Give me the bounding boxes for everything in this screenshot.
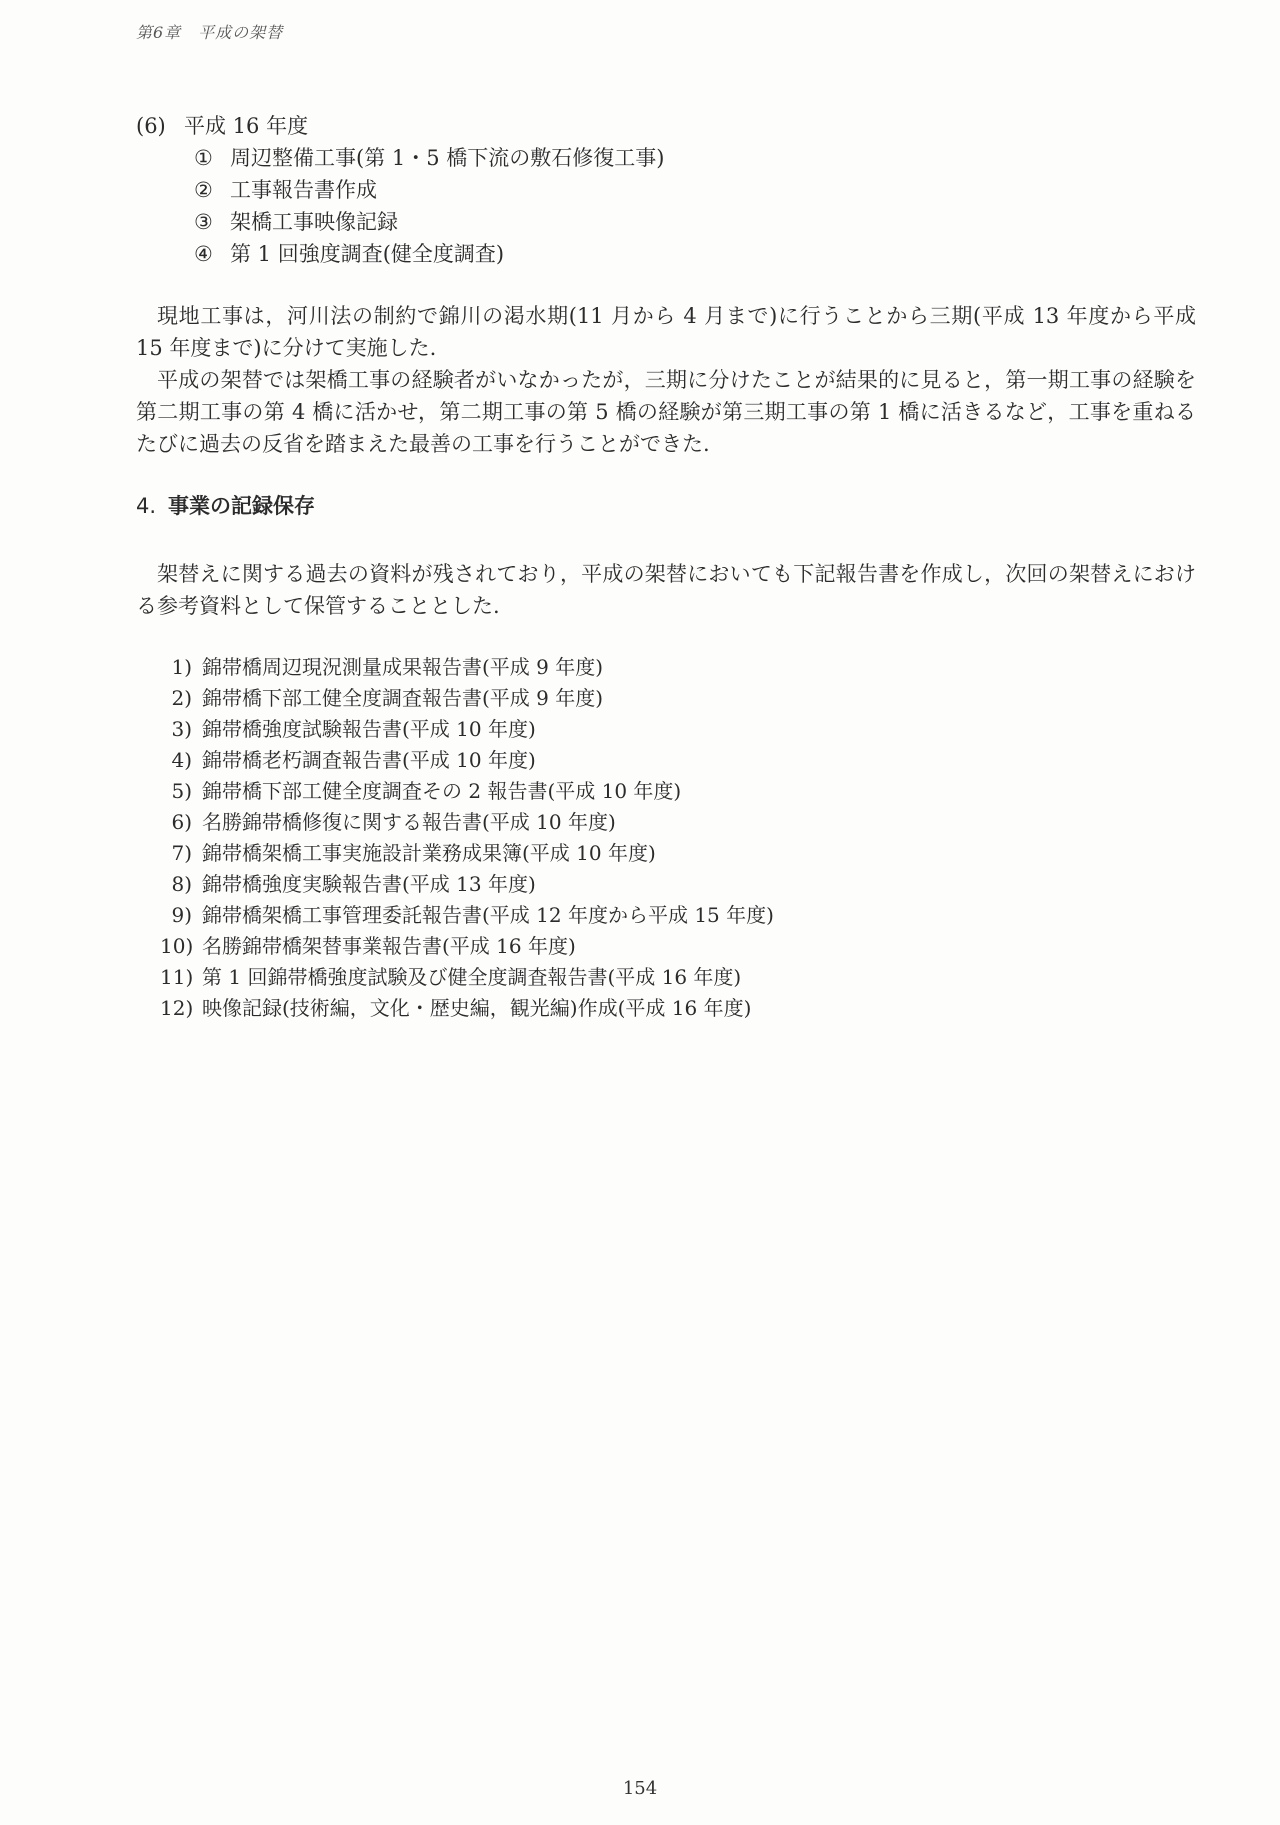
report-title: 錦帯橋下部工健全度調査報告書(平成 9 年度) — [202, 686, 604, 710]
report-index: 4) — [171, 748, 192, 772]
section-6-number: (6) — [136, 114, 166, 138]
running-header: 第6章 平成の架替 — [136, 23, 284, 42]
report-title: 錦帯橋架橋工事管理委託報告書(平成 12 年度から平成 15 年度) — [202, 903, 774, 927]
item-text: 第 1 回強度調査(健全度調査) — [230, 242, 505, 266]
report-index: 8) — [171, 872, 192, 896]
list-item — [160, 683, 774, 714]
list-item — [160, 776, 774, 807]
item-mark: ④ — [194, 242, 213, 266]
section-6-heading — [136, 110, 1196, 142]
report-index: 10) — [160, 934, 194, 958]
item-text: 架橋工事映像記録 — [230, 210, 398, 234]
item-mark: ② — [194, 178, 213, 202]
list-item — [160, 807, 774, 838]
report-title: 第 1 回錦帯橋強度試験及び健全度調査報告書(平成 16 年度) — [202, 965, 742, 989]
list-item — [160, 931, 774, 962]
report-index: 5) — [171, 779, 192, 803]
paragraph-construction-phases: 現地工事は，河川法の制約で錦川の渇水期(11 月から 4 月まで)に行うことから三期(平成 13 年度から平成 15 年度まで)に分けて実施した. — [136, 304, 1196, 360]
list-item — [136, 206, 1196, 238]
report-index: 7) — [171, 841, 192, 865]
report-index: 2) — [171, 686, 192, 710]
section-4-title: 事業の記録保存 — [168, 494, 315, 518]
list-item — [160, 714, 774, 745]
report-title: 名勝錦帯橋架替事業報告書(平成 16 年度) — [202, 934, 576, 958]
section-6 — [136, 110, 1196, 270]
item-mark: ③ — [194, 210, 213, 234]
list-item — [160, 838, 774, 869]
report-index: 12) — [160, 996, 194, 1020]
list-item — [160, 869, 774, 900]
report-index: 1) — [171, 655, 192, 679]
report-title: 錦帯橋強度試験報告書(平成 10 年度) — [202, 717, 536, 741]
report-index: 6) — [171, 810, 192, 834]
list-item — [136, 238, 1196, 270]
list-item — [160, 652, 774, 683]
list-item — [160, 745, 774, 776]
report-title: 名勝錦帯橋修復に関する報告書(平成 10 年度) — [202, 810, 616, 834]
list-item — [160, 900, 774, 931]
report-title: 錦帯橋下部工健全度調査その 2 報告書(平成 10 年度) — [202, 779, 682, 803]
report-index: 9) — [171, 903, 192, 927]
section-4-heading — [136, 490, 315, 522]
page-number: 154 — [622, 1778, 658, 1799]
report-title: 錦帯橋周辺現況測量成果報告書(平成 9 年度) — [202, 655, 604, 679]
item-mark: ① — [194, 146, 213, 170]
list-item — [160, 993, 774, 1024]
paragraph-experience: 平成の架替では架橋工事の経験者がいなかったが，三期に分けたことが結果的に見ると，第一期工事の経験を第二期工事の第 4 橋に活かせ，第二期工事の第 5 橋の経験が第三期工事の第 1 橋に活きるなど，工事を重ねるたびに過去の反省を踏まえた最善の工事を行うことができた. — [136, 368, 1196, 456]
list-item — [136, 174, 1196, 206]
section-6-title: 平成 16 年度 — [184, 114, 309, 138]
list-item — [136, 142, 1196, 174]
report-index: 11) — [160, 965, 194, 989]
item-text: 工事報告書作成 — [230, 178, 377, 202]
item-text: 周辺整備工事(第 1・5 橋下流の敷石修復工事) — [230, 146, 665, 170]
paragraph-records-intro: 架替えに関する過去の資料が残されており，平成の架替においても下記報告書を作成し，次回の架替えにおける参考資料として保管することとした. — [136, 562, 1196, 618]
report-title: 錦帯橋老朽調査報告書(平成 10 年度) — [202, 748, 536, 772]
list-item — [160, 962, 774, 993]
section-4-number: 4. — [136, 494, 157, 518]
section-6-item-list — [136, 142, 1196, 270]
report-title: 映像記録(技術編，文化・歴史編，観光編)作成(平成 16 年度) — [202, 996, 752, 1020]
report-title: 錦帯橋架橋工事実施設計業務成果簿(平成 10 年度) — [202, 841, 656, 865]
report-list — [160, 652, 774, 1024]
report-index: 3) — [171, 717, 192, 741]
report-title: 錦帯橋強度実験報告書(平成 13 年度) — [202, 872, 536, 896]
